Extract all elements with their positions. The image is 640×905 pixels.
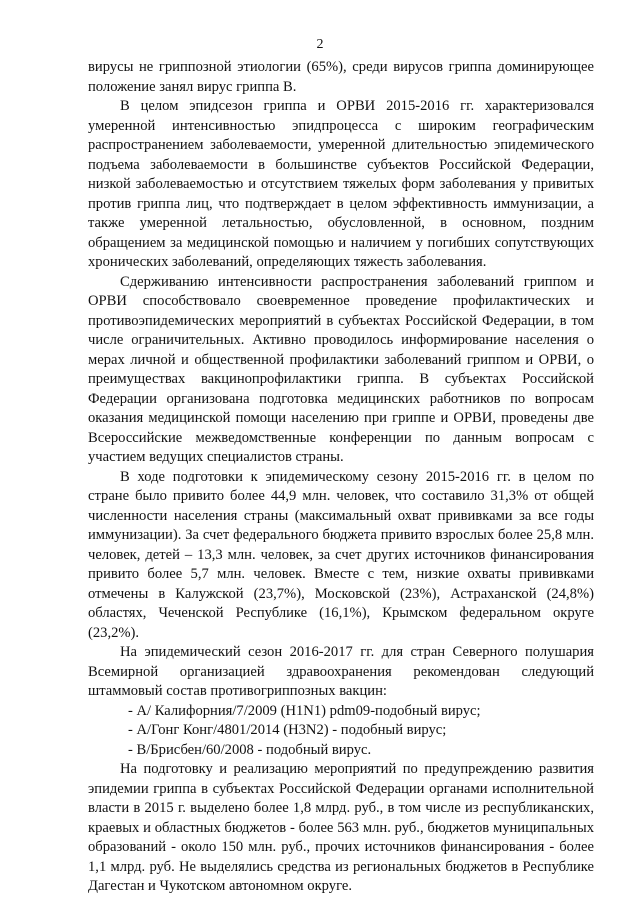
- paragraph-who-recommendation: На эпидемический сезон 2016-2017 гг. для стран Северного полушария Всемирной организацией здравоохранения рекомендован следующий штаммовый состав противогриппозных вакцин:: [88, 644, 594, 699]
- page-number: 2: [316, 37, 324, 52]
- paragraph-virus-etiology: вирусы не гриппозной этиологии (65%), среди вирусов гриппа доминирующее положение занял вирус гриппа В.: [88, 59, 594, 95]
- paragraph-funding: На подготовку и реализацию мероприятий по предупреждению развития эпидемии гриппа в субъектах Российской Федерации органами исполнительной власти в 2015 г. выделено более 1,8 млрд. руб., в том числе из республиканских, краевых и областных бюджетов - более 563 млн. руб., бюджетов муниципальных образований - около 150 млн. руб., прочих источников финансирования - более 1,1 млрд. руб. Не выделялись средства из региональных бюджетов в Республике Дагестан и Чукотском автономном округе.: [88, 761, 594, 894]
- vaccine-strain-item: - В/Брисбен/60/2008 - подобный вирус.: [128, 741, 372, 758]
- paragraph-prevention-measures: Сдерживанию интенсивности распространения заболеваний гриппом и ОРВИ способствовало своевременное проведение профилактических и противоэпидемических мероприятий в субъектах Российской Федерации, в том числе ограничительных. Активно проводилось информирование населения о мерах личной и общественной профилактики заболеваний гриппом и ОРВИ, о преимуществах вакцинопрофилактики гриппа. В субъектах Российской Федерации организована подготовка медицинских работников по вопросам оказания медицинской помощи населению при гриппе и ОРВИ, проведены две Всероссийские межведомственные конференции по данным вопросам с участием ведущих специалистов страны.: [88, 273, 594, 465]
- document-body: [88, 58, 594, 897]
- vaccine-strain-item: - А/ Калифорния/7/2009 (H1N1) pdm09-подобный вирус;: [128, 702, 481, 719]
- vaccine-strain-item: - А/Гонг Конг/4801/2014 (H3N2) - подобный вирус;: [128, 722, 447, 738]
- paragraph-vaccination-coverage: В ходе подготовки к эпидемическому сезону 2015-2016 гг. в целом по стране было привито более 44,9 млн. человек, что составило 31,3% от общей численности населения страны (максимальный охват прививками за все годы иммунизации). За счет федерального бюджета привито взрослых более 25,8 млн. человек, детей – 13,3 млн. человек, за счет других источников финансирования привито более 5,7 млн. человек. Вместе с тем, низкие охваты прививками отмечены в Калужской (23,7%), Московской (23%), Астраханской (24,8%) областях, Чеченской Республике (16,1%), Крымском федеральном округе (23,2%).: [88, 468, 594, 641]
- paragraph-season-characteristics: В целом эпидсезон гриппа и ОРВИ 2015-2016 гг. характеризовался умеренной интенсивностью эпидпроцесса с широким географическим распространением заболеваемости, умеренной длительностью эпидемического подъема заболеваемости в большинстве субъектов Российской Федерации, низкой заболеваемостью и отсутствием тяжелых форм заболевания у привитых против гриппа лиц, что подтверждает в целом эффективность иммунизации, а также умеренной летальностью, обусловленной, в основном, поздним обращением за медицинской помощью и наличием у погибших сопутствующих хронических заболеваний, определяющих тяжесть заболевания.: [88, 98, 594, 270]
